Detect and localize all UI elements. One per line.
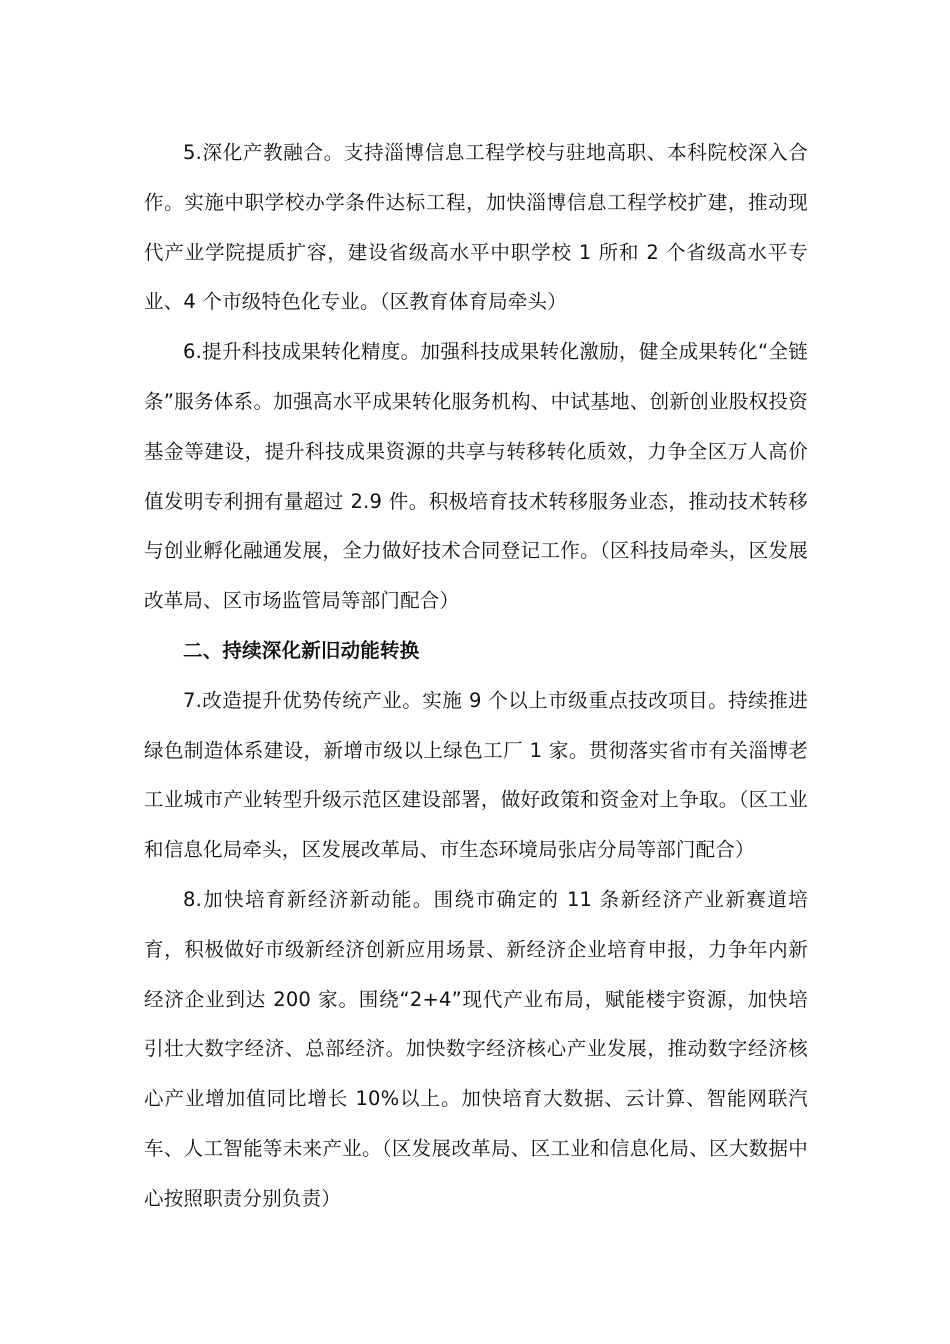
paragraph-6: 6.提升科技成果转化精度。加强科技成果转化激励，健全成果转化“全链条”服务体系。加强高水平成果转化服务机构、中试基地、创新创业股权投资基金等建设，提升科技成果资源的共享与转移转化质效，力争全区万人高价值发明专利拥有量超过 2.9 件。积极培育技术转移服务业态，推动技术转移与创业孵化融通发展，全力做好技术合同登记工作。（区科技局牵头，区发展改革局、区市场监管局等部门配合）: [144, 340, 808, 613]
document-body: [144, 128, 808, 1224]
paragraph-5: 5.深化产教融合。支持淄博信息工程学校与驻地高职、本科院校深入合作。实施中职学校办学条件达标工程，加快淄博信息工程学校扩建，推动现代产业学院提质扩容，建设省级高水平中职学校 1 所和 2 个省级高水平专业、4 个市级特色化专业。（区教育体育局牵头）: [144, 141, 808, 314]
paragraph-7: 7.改造提升优势传统产业。实施 9 个以上市级重点技改项目。持续推进绿色制造体系建设，新增市级以上绿色工厂 1 家。贯彻落实省市有关淄博老工业城市产业转型升级示范区建设部署，做好政策和资金对上争取。（区工业和信息化局牵头，区发展改革局、市生态环境局张店分局等部门配合）: [144, 688, 808, 862]
paragraph-8: 8.加快培育新经济新动能。围绕市确定的 11 条新经济产业新赛道培育，积极做好市级新经济创新应用场景、新经济企业培育申报，力争年内新经济企业到达 200 家。围绕“2+4”现代产业布局，赋能楼宇资源，加快培引壮大数字经济、总部经济。加快数字经济核心产业发展，推动数字经济核心产业增加值同比增长 10%以上。加快培育大数据、云计算、智能网联汽车、人工智能等未来产业。（区发展改革局、区工业和信息化局、区大数据中心按照职责分别负责）: [144, 887, 808, 1210]
section-heading-2: 二、持续深化新旧动能转换: [183, 638, 420, 662]
